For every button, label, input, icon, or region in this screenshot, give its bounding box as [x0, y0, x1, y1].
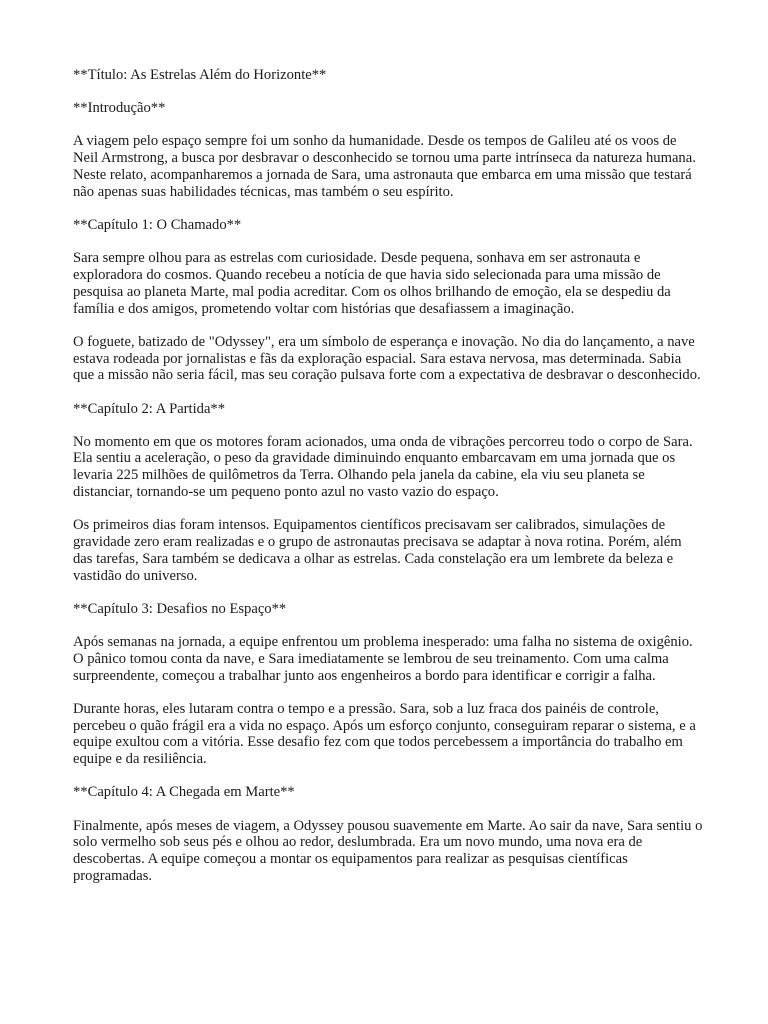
chapter-3-paragraph-1: Após semanas na jornada, a equipe enfrentou um problema inesperado: uma falha no sistema de oxigênio. O pânico tomou conta da nave, e Sara imediatamente se lembrou de seu treinamento. Com uma calma surpreendente, começou a trabalhar junto aos engenheiros a bordo para identificar e corrigir a falha. — [73, 634, 693, 684]
intro-paragraph: A viagem pelo espaço sempre foi um sonho da humanidade. Desde os tempos de Galileu até os voos de Neil Armstrong, a busca por desbravar o desconhecido se tornou uma parte intrínseca da natureza humana. Neste relato, acompanharemos a jornada de Sara, uma astronauta que embarca em uma missão que testará não apenas suas habilidades técnicas, mas também o seu espírito. — [73, 133, 696, 200]
chapter-1-paragraph-1: Sara sempre olhou para as estrelas com curiosidade. Desde pequena, sonhava em ser astronauta e exploradora do cosmos. Quando recebeu a notícia de que havia sido selecionada para uma missão de pesquisa ao planeta Marte, mal podia acreditar. Com os olhos brilhando de emoção, ela se despediu da família e dos amigos, prometendo voltar com histórias que desafiassem a imaginação. — [73, 250, 671, 317]
chapter-2-paragraph-2: Os primeiros dias foram intensos. Equipamentos científicos precisavam ser calibrados, simulações de gravidade zero eram realizadas e o grupo de astronautas precisava se adaptar à nova rotina. Porém, além das tarefas, Sara também se dedicava a olhar as estrelas. Cada constelação era um lembrete da beleza e vastidão do universo. — [73, 517, 682, 584]
chapter-2-heading: **Capítulo 2: A Partida** — [73, 400, 226, 417]
chapter-2-paragraph-1: No momento em que os motores foram acionados, uma onda de vibrações percorreu todo o corpo de Sara. Ela sentiu a aceleração, o peso da gravidade diminuindo enquanto embarcavam em uma jornada que os levaria 225 milhões de quilômetros da Terra. Olhando pela janela da cabine, ela viu seu planeta se distanciar, tornando-se um pequeno ponto azul no vasto vazio do espaço. — [73, 433, 693, 501]
chapter-3-heading: **Capítulo 3: Desafios no Espaço** — [73, 600, 287, 617]
chapter-1-heading: **Capítulo 1: O Chamado** — [73, 216, 242, 233]
document-title: **Título: As Estrelas Além do Horizonte** — [73, 67, 327, 83]
document-body — [73, 67, 703, 901]
chapter-3-paragraph-2: Durante horas, eles lutaram contra o tempo e a pressão. Sara, sob a luz fraca dos painéis de controle, percebeu o quão frágil era a vida no espaço. Após um esforço conjunto, conseguiram reparar o sistema, e a equipe exultou com a vitória. Esse desafio fez com que todos percebessem a importância do trabalho em equipe e da resiliência. — [73, 700, 696, 768]
chapter-1-paragraph-2: O foguete, batizado de "Odyssey", era um símbolo de esperança e inovação. No dia do lançamento, a nave estava rodeada por jornalistas e fãs da exploração espacial. Sara estava nervosa, mas determinada. Sabia que a missão não seria fácil, mas seu coração pulsava forte com a expectativa de desbravar o desconhecido. — [73, 333, 701, 384]
chapter-4-heading: **Capítulo 4: A Chegada em Marte** — [73, 784, 295, 801]
intro-heading: **Introdução** — [73, 100, 166, 117]
chapter-4-paragraph-1: Finalmente, após meses de viagem, a Odyssey pousou suavemente em Marte. Ao sair da nave, Sara sentiu o solo vermelho sob seus pés e olhou ao redor, deslumbrada. Era um novo mundo, uma nova era de descobertas. A equipe começou a montar os equipamentos para realizar as pesquisas científicas programadas. — [73, 817, 703, 884]
